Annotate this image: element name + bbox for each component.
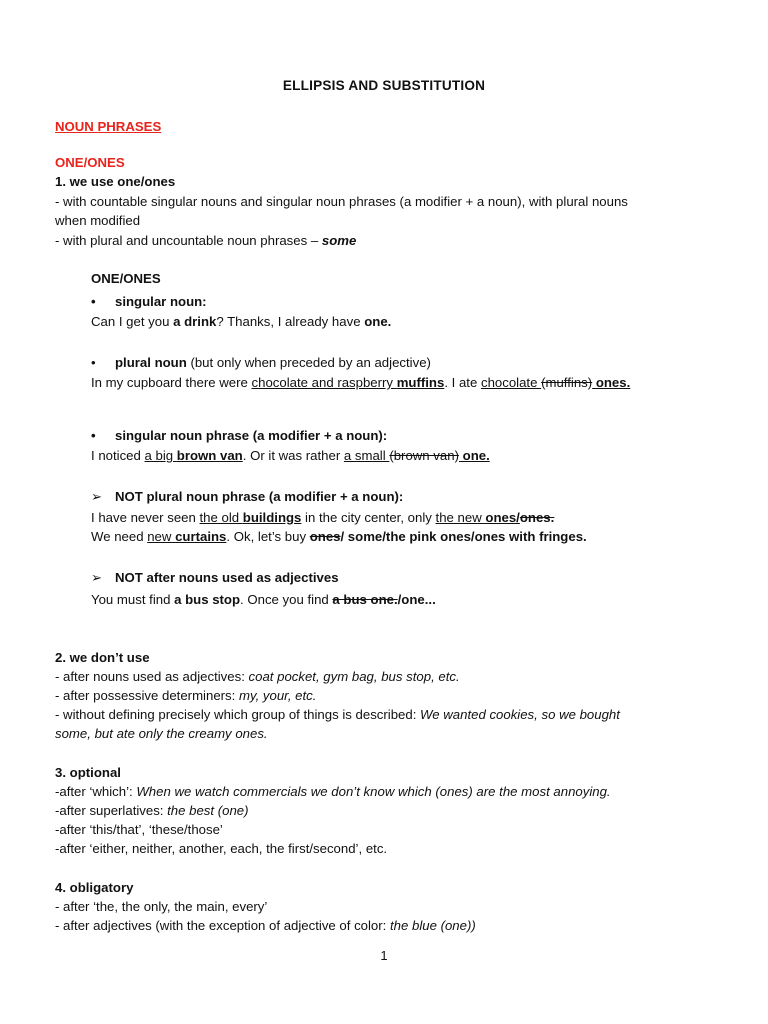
example-sentence: Can I get you a drink? Thanks, I already have one.	[91, 314, 392, 329]
rule-2-line: - after nouns used as adjectives: coat pocket, gym bag, bus stop, etc.	[55, 669, 460, 684]
rule-2-line: - after possessive determiners: my, your, etc.	[55, 688, 317, 703]
bullet-not-after-nouns-as-adjectives: ➢ NOT after nouns used as adjectives	[91, 570, 339, 585]
examples-heading: ONE/ONES	[91, 271, 161, 286]
rule-3-line: -after ‘either, neither, another, each, the first/second’, etc.	[55, 841, 388, 856]
bullet-singular-noun-phrase: • singular noun phrase (a modifier + a noun):	[91, 428, 388, 443]
rule-2-heading: 2. we don’t use	[55, 650, 150, 665]
rule-3-line: -after ‘this/that’, ‘these/those’	[55, 822, 223, 837]
rule-1-line: - with countable singular nouns and singular noun phrases (a modifier + a noun), with plural nouns	[55, 194, 628, 209]
bullet-not-plural-noun-phrase: ➢ NOT plural noun phrase (a modifier + a noun):	[91, 489, 404, 504]
example-sentence: I noticed a big brown van. Or it was rather a small (brown van) one.	[91, 448, 490, 463]
rule-3-line: -after ‘which’: When we watch commercials we don’t know which (ones) are the most annoying.	[55, 784, 611, 799]
example-sentence: We need new curtains. Ok, let’s buy ones/ some/the pink ones/ones with fringes.	[91, 529, 587, 544]
page-number: 1	[380, 948, 388, 963]
rule-1-heading: 1. we use one/ones	[55, 174, 176, 189]
bullet-dot-icon: •	[91, 428, 96, 443]
section-heading: NOUN PHRASES	[55, 119, 162, 134]
rule-2-line: - without defining precisely which group of things is described: We wanted cookies, so we bought	[55, 707, 620, 722]
rule-3-heading: 3. optional	[55, 765, 121, 780]
rule-2-line: some, but ate only the creamy ones.	[55, 726, 268, 741]
rule-4-line: - after adjectives (with the exception of adjective of color: the blue (one))	[55, 918, 476, 933]
bullet-dot-icon: •	[91, 294, 96, 309]
bullet-dot-icon: •	[91, 355, 96, 370]
document-title: ELLIPSIS AND SUBSTITUTION	[282, 78, 486, 93]
rule-3-line: -after superlatives: the best (one)	[55, 803, 249, 818]
bullet-singular-noun: • singular noun:	[91, 294, 207, 309]
example-sentence: I have never seen the old buildings in the city center, only the new ones/ones.	[91, 510, 555, 525]
rule-4-heading: 4. obligatory	[55, 880, 134, 895]
rule-1-line: when modified	[55, 213, 141, 228]
rule-4-line: - after ‘the, the only, the main, every’	[55, 899, 268, 914]
example-sentence: In my cupboard there were chocolate and raspberry muffins. I ate chocolate (muffins) ones.	[91, 375, 631, 390]
example-sentence: You must find a bus stop. Once you find a bus one./one...	[91, 592, 436, 607]
bullet-plural-noun: • plural noun (but only when preceded by an adjective)	[91, 355, 431, 370]
arrow-bullet-icon: ➢	[91, 570, 103, 585]
subsection-heading: ONE/ONES	[55, 155, 125, 170]
arrow-bullet-icon: ➢	[91, 489, 103, 504]
rule-1-line: - with plural and uncountable noun phrases – some	[55, 233, 357, 248]
